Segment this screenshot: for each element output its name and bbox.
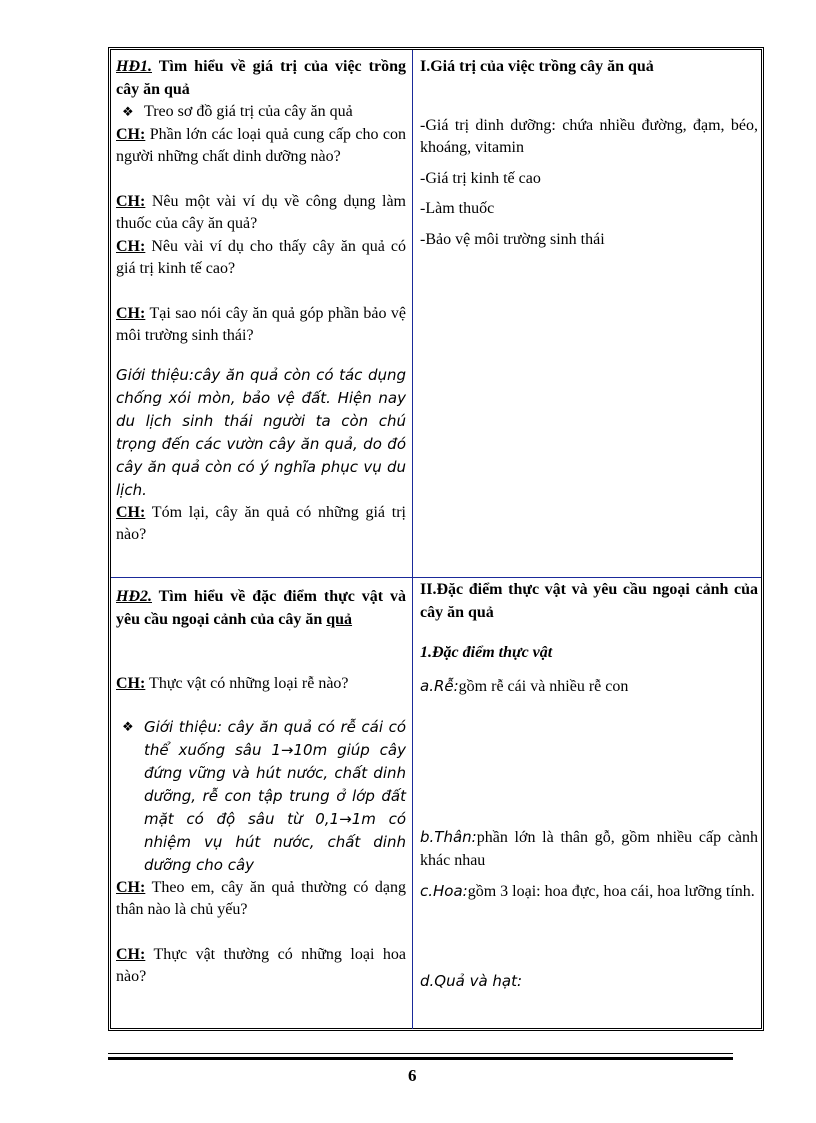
value-item: -Bảo vệ môi trường sinh thái (420, 230, 605, 248)
row-divider (111, 577, 761, 578)
feature-label-fruit: d.Quả và hạt: (420, 971, 523, 990)
section-heading: II.Đặc điểm thực vật và yêu cầu ngoại cảnh của cây ăn quả (420, 581, 758, 621)
question-label: CH: (116, 945, 146, 963)
question-text: Thực vật có những loại rễ nào? (145, 675, 349, 692)
question-text: Thực vật thường có những loại hoa nào? (116, 945, 406, 985)
feature-flower (420, 880, 758, 904)
value-item: -Làm thuốc (420, 200, 495, 217)
column-divider (412, 50, 413, 1029)
activity-title: Tìm hiểu về giá trị của việc trồng cây ăn quả (116, 58, 406, 98)
page-number: 6 (408, 1066, 417, 1085)
bullet-item (116, 101, 406, 124)
bullet-text: Treo sơ đồ giá trị của cây ăn quả (144, 103, 353, 120)
intro-text-part: 1m có nhiệm vụ hút nước, chất dinh dưỡng cho cây (144, 809, 406, 874)
intro-bullet (116, 716, 406, 877)
question-8 (116, 944, 406, 989)
question-5 (116, 502, 406, 547)
activity-label: HĐ2. (116, 588, 152, 605)
activity-heading-1 (116, 56, 406, 101)
feature-text: gồm 3 loại: hoa đực, hoa cái, hoa lưỡng tính. (467, 883, 755, 900)
right-arrow-icon: → (339, 809, 352, 828)
question-label: CH: (116, 237, 146, 255)
feature-label: c.Hoa: (420, 882, 468, 900)
question-text: Tại sao nói cây ăn quả góp phần bảo vệ môi trường sinh thái? (116, 304, 406, 344)
question-text: Nêu một vài ví dụ về công dụng làm thuốc của cây ăn quả? (116, 192, 406, 232)
question-1 (116, 124, 406, 169)
row2-left-cell (116, 586, 406, 989)
feature-label: b.Thân: (420, 828, 477, 846)
row2-right-cell (420, 579, 758, 993)
footer-rule-thick (108, 1057, 733, 1060)
intro-paragraph: Giới thiệu:cây ăn quả còn có tác dụng chống xói mòn, bảo vệ đất. Hiện nay du lịch sinh thái người ta còn chú trọng đến các vườn cây ăn quả, do đó cây ăn quả còn có ý nghĩa phục vụ du lịch. (116, 365, 406, 499)
feature-stem (420, 826, 758, 872)
question-label: CH: (116, 192, 146, 210)
feature-text: phần lớn là thân gỗ, gồm nhiều cấp cành khác nhau (420, 829, 758, 869)
right-arrow-icon: → (280, 740, 294, 759)
question-3 (116, 236, 406, 281)
feature-label: a.Rễ: (420, 676, 459, 695)
footer-rule (108, 1053, 733, 1054)
value-item: -Giá trị kinh tế cao (420, 169, 541, 187)
row1-right-cell (420, 56, 758, 251)
question-label: CH: (116, 675, 146, 692)
question-6 (116, 673, 406, 696)
intro-text-part: 10m giúp cây đứng vững và hút nước, chất dinh dưỡng, rễ con tập trung ở lớp đất mặt có độ sâu từ 0,1 (144, 740, 406, 828)
feature-text: gồm rễ cái và nhiều rễ con (458, 677, 629, 695)
activity-label: HĐ1. (116, 58, 152, 75)
question-7 (116, 877, 406, 922)
question-text: Nêu vài ví dụ cho thấy cây ăn quả có giá trị kinh tế cao? (116, 237, 406, 277)
activity-heading-2 (116, 586, 406, 631)
activity-title-end: quả (326, 610, 353, 628)
intro-text-part: Giới thiệu: cây ăn quả có rễ cái có thể xuống sâu 1 (144, 717, 406, 759)
question-2 (116, 191, 406, 236)
row1-left-cell (116, 56, 406, 547)
subsection-heading: 1.Đặc điểm thực vật (420, 644, 553, 661)
activity-title: Tìm hiểu về đặc điểm thực vật và yêu cầu ngoại cảnh của cây ăn (116, 588, 406, 628)
feature-roots (420, 675, 758, 699)
question-text: Tóm lại, cây ăn quả có những giá trị nào? (116, 503, 406, 543)
section-heading: I.Giá trị của việc trồng cây ăn quả (420, 58, 654, 75)
diamond-bullet-icon: ❖ (122, 104, 134, 119)
question-4 (116, 303, 406, 348)
question-label: CH: (116, 125, 146, 143)
question-label: CH: (116, 503, 146, 521)
question-label: CH: (116, 304, 146, 322)
question-text: Phần lớn các loại quả cung cấp cho con người những chất dinh dưỡng nào? (116, 125, 406, 165)
value-item: -Giá trị dinh dưỡng: chứa nhiều đường, đạm, béo, khoáng, vitamin (420, 116, 758, 156)
question-text: Theo em, cây ăn quả thường có dạng thân nào là chủ yếu? (116, 878, 406, 918)
diamond-bullet-icon: ❖ (122, 719, 134, 735)
question-label: CH: (116, 878, 146, 896)
